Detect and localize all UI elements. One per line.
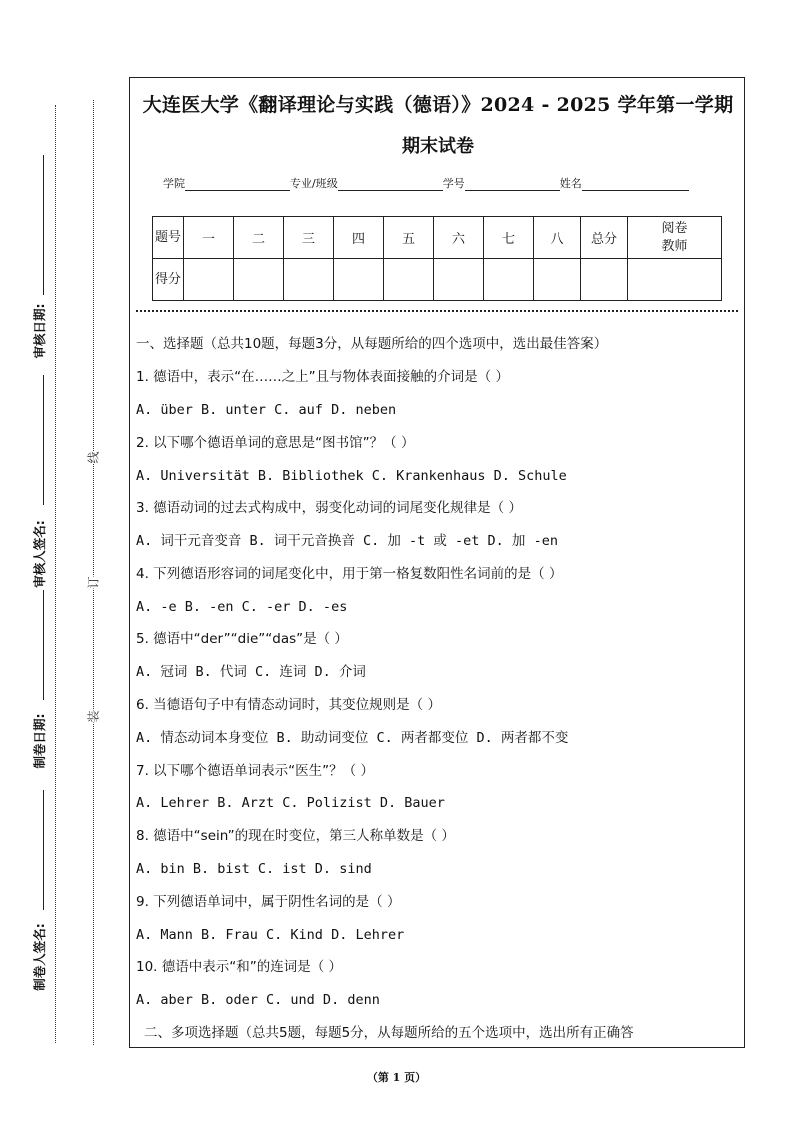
question-8: 8. 德语中“sein”的现在时变位，第三人称单数是（ ） <box>136 828 455 844</box>
binding-char-xian: 线 <box>83 451 104 463</box>
student-info-row <box>163 175 689 191</box>
question-7: 7. 以下哪个德语单词表示“医生”？（ ） <box>136 763 374 779</box>
score-cell-1[interactable] <box>184 259 234 301</box>
score-col-4: 四 <box>334 217 384 259</box>
field-label-major: 专业/班级 <box>290 177 338 190</box>
question-4: 4. 下列德语形容词的词尾变化中，用于第一格复数阳性名词前的是（ ） <box>136 566 563 582</box>
question-5: 5. 德语中“der”“die”“das”是（ ） <box>136 631 348 647</box>
question-10-options: A. aber B. oder C. und D. denn <box>136 992 380 1008</box>
review-date-label: 审核日期: <box>32 303 47 359</box>
exam-frame <box>129 77 745 1048</box>
page-number: （第 1 页） <box>366 1071 427 1084</box>
field-label-college: 学院 <box>163 177 185 190</box>
binding-char-ding: 订 <box>83 576 104 588</box>
field-blank-college[interactable] <box>185 178 290 191</box>
sign-line-maker <box>43 790 44 910</box>
score-cell-5[interactable] <box>384 259 434 301</box>
question-4-options: A. -e B. -en C. -er D. -es <box>136 599 348 615</box>
score-row2-label: 得分 <box>153 259 184 301</box>
question-2: 2. 以下哪个德语单词的意思是“图书馆”？（ ） <box>136 435 415 451</box>
score-col-2: 二 <box>234 217 284 259</box>
score-col-7: 七 <box>484 217 534 259</box>
binding-char-zhuang: 装 <box>83 710 104 722</box>
question-10: 10. 德语中表示“和”的连词是（ ） <box>136 959 343 975</box>
field-label-student-id: 学号 <box>442 177 465 190</box>
score-row1-label: 题号 <box>153 217 184 259</box>
section2-heading: 二、多项选择题（总共5题，每题5分，从每题所给的五个选项中，选出所有正确答 <box>144 1025 634 1041</box>
score-cell-3[interactable] <box>284 259 334 301</box>
score-col-reviewer: 阅卷教师 <box>628 217 722 259</box>
question-2-options: A. Universität B. Bibliothek C. Krankenhaus D. Schule <box>136 468 567 484</box>
score-cell-reviewer[interactable] <box>628 259 722 301</box>
margin-dotted-line-right <box>93 100 94 1045</box>
margin-dotted-line-left <box>55 105 56 1043</box>
question-9: 9. 下列德语单词中，属于阴性名词的是（ ） <box>136 894 401 910</box>
question-5-options: A. 冠词 B. 代词 C. 连词 D. 介词 <box>136 664 366 680</box>
question-1-options: A. über B. unter C. auf D. neben <box>136 402 397 418</box>
sign-line-reviewer <box>43 375 44 505</box>
field-label-name: 姓名 <box>559 177 582 190</box>
exam-title: 大连医大学《翻译理论与实践（德语）》2024 - 2025 学年第一学期 <box>142 94 734 116</box>
score-table <box>152 216 722 301</box>
score-col-3: 三 <box>284 217 334 259</box>
field-blank-student-id[interactable] <box>465 178 560 191</box>
question-9-options: A. Mann B. Frau C. Kind D. Lehrer <box>136 927 405 943</box>
score-col-5: 五 <box>384 217 434 259</box>
question-3: 3. 德语动词的过去式构成中，弱变化动词的词尾变化规律是（ ） <box>136 500 522 516</box>
score-col-total: 总分 <box>581 217 628 259</box>
field-blank-name[interactable] <box>582 178 689 191</box>
question-1: 1. 德语中，表示“在……之上”且与物体表面接触的介词是（ ） <box>136 369 509 385</box>
sign-line-review-date <box>43 155 44 295</box>
score-cell-4[interactable] <box>334 259 384 301</box>
field-blank-major[interactable] <box>338 178 443 191</box>
section-separator <box>136 310 738 312</box>
question-3-options: A. 词干元音变音 B. 词干元音换音 C. 加 -t 或 -et D. 加 -en <box>136 533 558 549</box>
score-cell-6[interactable] <box>434 259 484 301</box>
score-cell-8[interactable] <box>534 259 581 301</box>
score-col-6: 六 <box>434 217 484 259</box>
reviewer-sign-label: 审核人签名: <box>32 520 47 588</box>
question-7-options: A. Lehrer B. Arzt C. Polizist D. Bauer <box>136 795 445 811</box>
section1-heading: 一、选择题（总共10题，每题3分，从每题所给的四个选项中，选出最佳答案） <box>136 336 608 352</box>
score-cell-total[interactable] <box>581 259 628 301</box>
question-6: 6. 当德语句子中有情态动词时，其变位规则是（ ） <box>136 697 441 713</box>
maker-sign-label: 制卷人签名: <box>32 923 47 991</box>
sign-line-make-date <box>43 590 44 700</box>
exam-subtitle: 期末试卷 <box>402 136 474 157</box>
score-col-1: 一 <box>184 217 234 259</box>
question-8-options: A. bin B. bist C. ist D. sind <box>136 861 372 877</box>
score-col-8: 八 <box>534 217 581 259</box>
score-cell-7[interactable] <box>484 259 534 301</box>
question-6-options: A. 情态动词本身变位 B. 助动词变位 C. 两者都变位 D. 两者都不变 <box>136 730 569 746</box>
score-cell-2[interactable] <box>234 259 284 301</box>
make-date-label: 制卷日期: <box>32 713 47 769</box>
